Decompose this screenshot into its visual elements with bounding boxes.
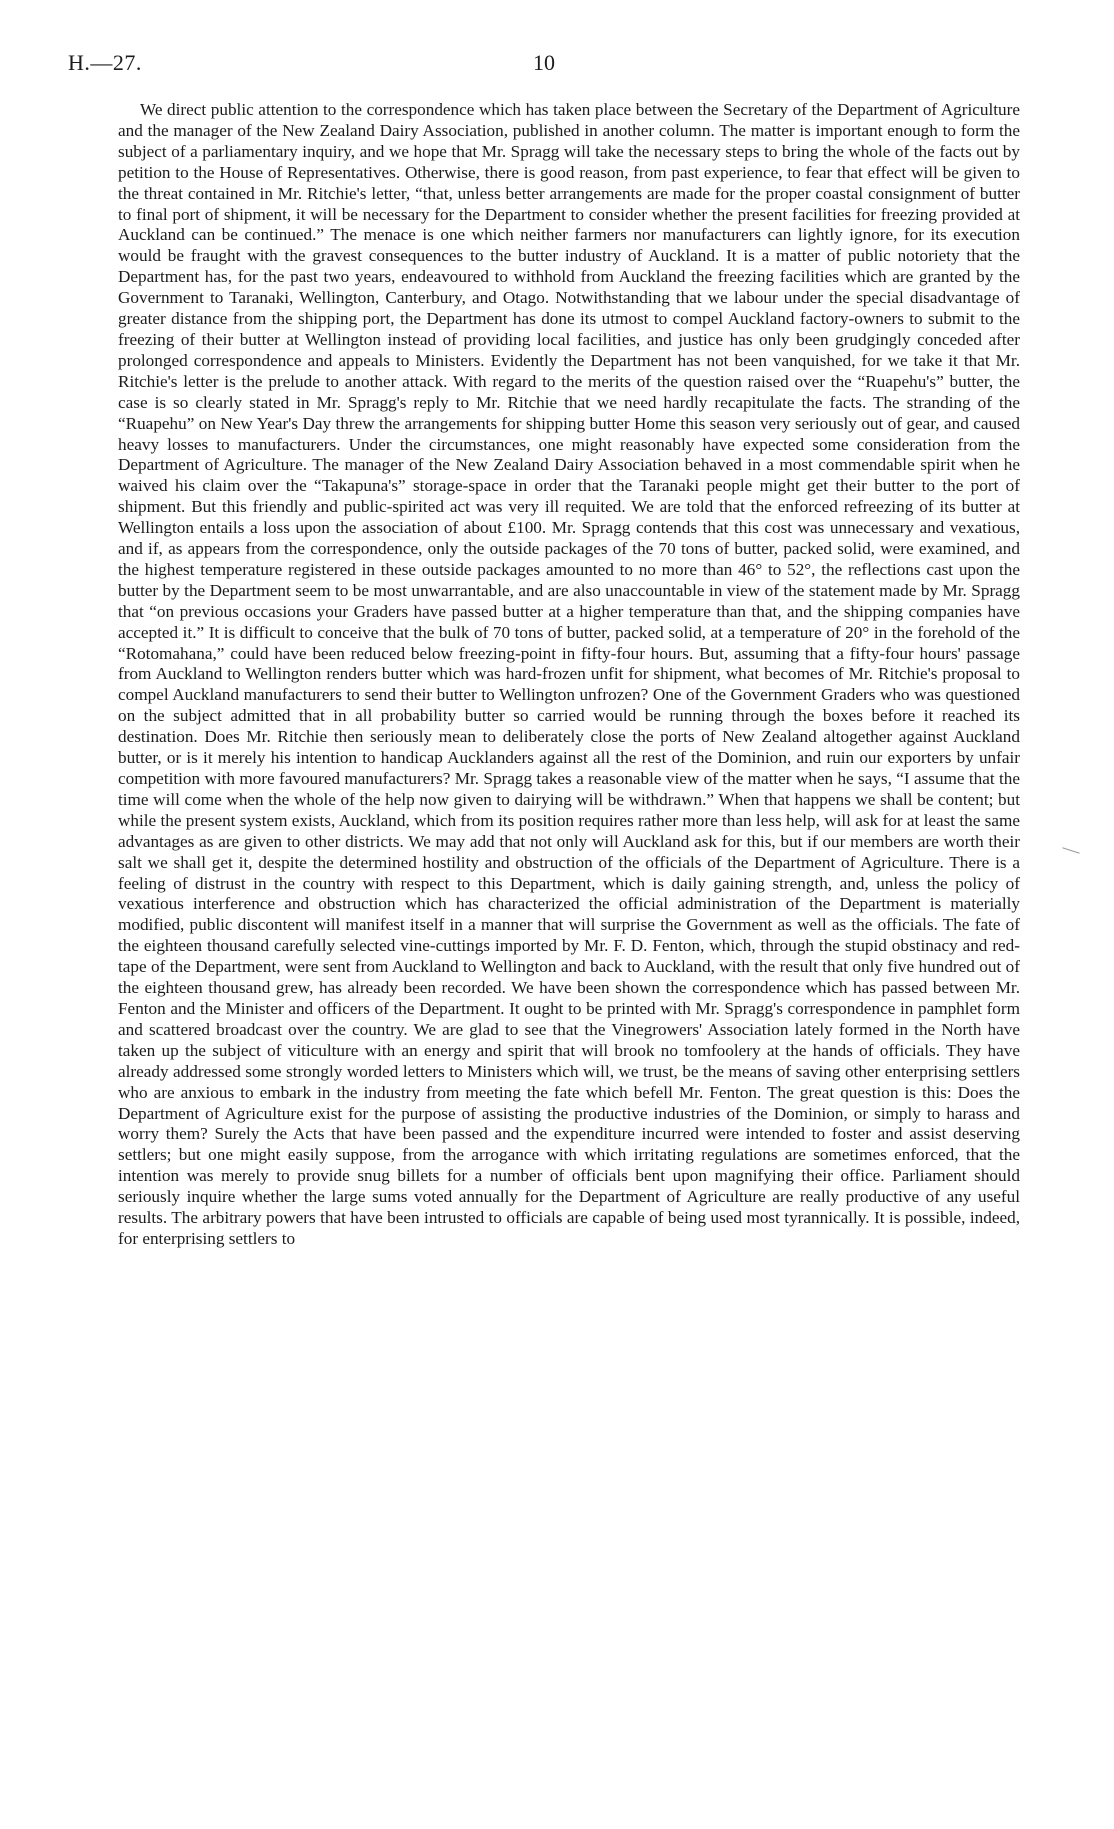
page-header bbox=[68, 50, 1048, 82]
document-reference: H.—27. bbox=[68, 50, 142, 75]
margin-mark bbox=[1062, 847, 1079, 854]
page-number: 10 bbox=[533, 50, 555, 75]
article-body: We direct public attention to the correspondence which has taken place between the Secretary of the Department of Agriculture and the manager of the New Zealand Dairy Association, published in another column. The matter is important enough to form the subject of a parliamentary inquiry, and we hope that Mr. Spragg will take the necessary steps to bring the whole of the facts out by petition to the House of Representatives. Otherwise, there is good reason, from past experience, to fear that effect will be given to the threat contained in Mr. Ritchie's letter, “that, unless better arrangements are made for the proper coastal consignment of butter to final port of shipment, it will be necessary for the Department to consider whether the present facilities for freezing provided at Auckland can be continued.” The menace is one which neither farmers nor manufacturers can lightly ignore, for its execution would be fraught with the gravest consequences to the butter industry of Auckland. It is a matter of public notoriety that the Department has, for the past two years, endeavoured to withhold from Auckland the freezing facilities which are granted by the Government to Taranaki, Wellington, Canterbury, and Otago. Notwithstanding that we labour under the special disadvantage of greater distance from the shipping port, the Department has done its utmost to compel Auckland factory-owners to submit to the freezing of their butter at Wellington instead of providing local facilities, and justice has only been grudgingly conceded after prolonged correspondence and appeals to Ministers. Evidently the Department has not been vanquished, for we take it that Mr. Ritchie's letter is the prelude to another attack. With regard to the merits of the question raised over the “Ruapehu's” butter, the case is so clearly stated in Mr. Spragg's reply to Mr. Ritchie that we need hardly recapitulate the facts. The stranding of the “Ruapehu” on New Year's Day threw the arrangements for shipping butter Home this season very seriously out of gear, and caused heavy losses to manufacturers. Under the circumstances, one might reasonably have expected some consideration from the Department of Agriculture. The manager of the New Zealand Dairy Association behaved in a most commendable spirit when he waived his claim over the “Takapuna's” storage-space in order that the Taranaki people might get their butter to the port of shipment. But this friendly and public-spirited act was very ill requited. We are told that the enforced refreezing of its butter at Wellington entails a loss upon the association of about £100. Mr. Spragg contends that this cost was unnecessary and vexatious, and if, as appears from the correspondence, only the outside packages of the 70 tons of butter, packed solid, were examined, and the highest temperature registered in these outside packages amounted to no more than 46° to 52°, the reflections cast upon the butter by the Department seem to be most unwarrantable, and are also unaccountable in view of the statement made by Mr. Spragg that “on previous occasions your Graders have passed butter at a higher temperature than that, and the shipping companies have accepted it.” It is difficult to conceive that the bulk of 70 tons of butter, packed solid, at a temperature of 20° in the forehold of the “Rotomahana,” could have been reduced below freezing-point in fifty-four hours. But, assuming that a fifty-four hours' passage from Auckland to Wellington renders butter which was hard-frozen unfit for shipment, what becomes of Mr. Ritchie's proposal to compel Auckland manufacturers to send their butter to Wellington unfrozen? One of the Government Graders who was questioned on the subject admitted that in all probability butter so carried would be running through the boxes before it reached its destination. Does Mr. Ritchie then seriously mean to deliberately close the ports of New Zealand altogether against Auckland butter, or is it merely his intention to handicap Aucklanders against all the rest of the Dominion, and ruin our exporters by unfair competition with more favoured manufacturers? Mr. Spragg takes a reasonable view of the matter when he says, “I assume that the time will come when the whole of the help now given to dairying will be withdrawn.” When that happens we shall be content; but while the present system exists, Auckland, which from its position requires rather more than less help, will ask for at least the same advantages as are given to other districts. We may add that not only will Auckland ask for this, but if our members are worth their salt we shall get it, despite the determined hostility and obstruction of the officials of the Department of Agriculture. There is a feeling of distrust in the country with respect to this Department, which is daily gaining strength, and, unless the policy of vexatious interference and obstruction which has characterized the official administration of the Department is materially modified, public discontent will manifest itself in a manner that will surprise the Government as well as the officials. The fate of the eighteen thousand carefully selected vine-cuttings imported by Mr. F. D. Fenton, which, through the stupid obstinacy and red-tape of the Department, were sent from Auckland to Wellington and back to Auckland, with the result that only five hundred out of the eighteen thousand grew, has already been recorded. We have been shown the correspondence which has passed between Mr. Fenton and the Minister and officers of the Department. It ought to be printed with Mr. Spragg's correspondence in pamphlet form and scattered broadcast over the country. We are glad to see that the Vinegrowers' Association lately formed in the North have taken up the subject of viticulture with an energy and spirit that will brook no tomfoolery at the hands of officials. They have already addressed some strongly worded letters to Ministers which will, we trust, be the means of saving other enterprising settlers who are anxious to embark in the industry from meeting the fate which befell Mr. Fenton. The great question is this: Does the Department of Agriculture exist for the purpose of assisting the productive industries of the Dominion, or simply to harass and worry them? Surely the Acts that have been passed and the expenditure incurred were intended to foster and assist deserving settlers; but one might easily suppose, from the arrogance with which irritating regulations are sometimes enforced, that the intention was merely to provide snug billets for a number of officials bent upon magnifying their office. Parliament should seriously inquire whether the large sums voted annually for the Department of Agriculture are really productive of any useful results. The arbitrary powers that have been intrusted to officials are capable of being used most tyrannically. It is possible, indeed, for enterprising settlers to bbox=[118, 100, 1020, 1248]
